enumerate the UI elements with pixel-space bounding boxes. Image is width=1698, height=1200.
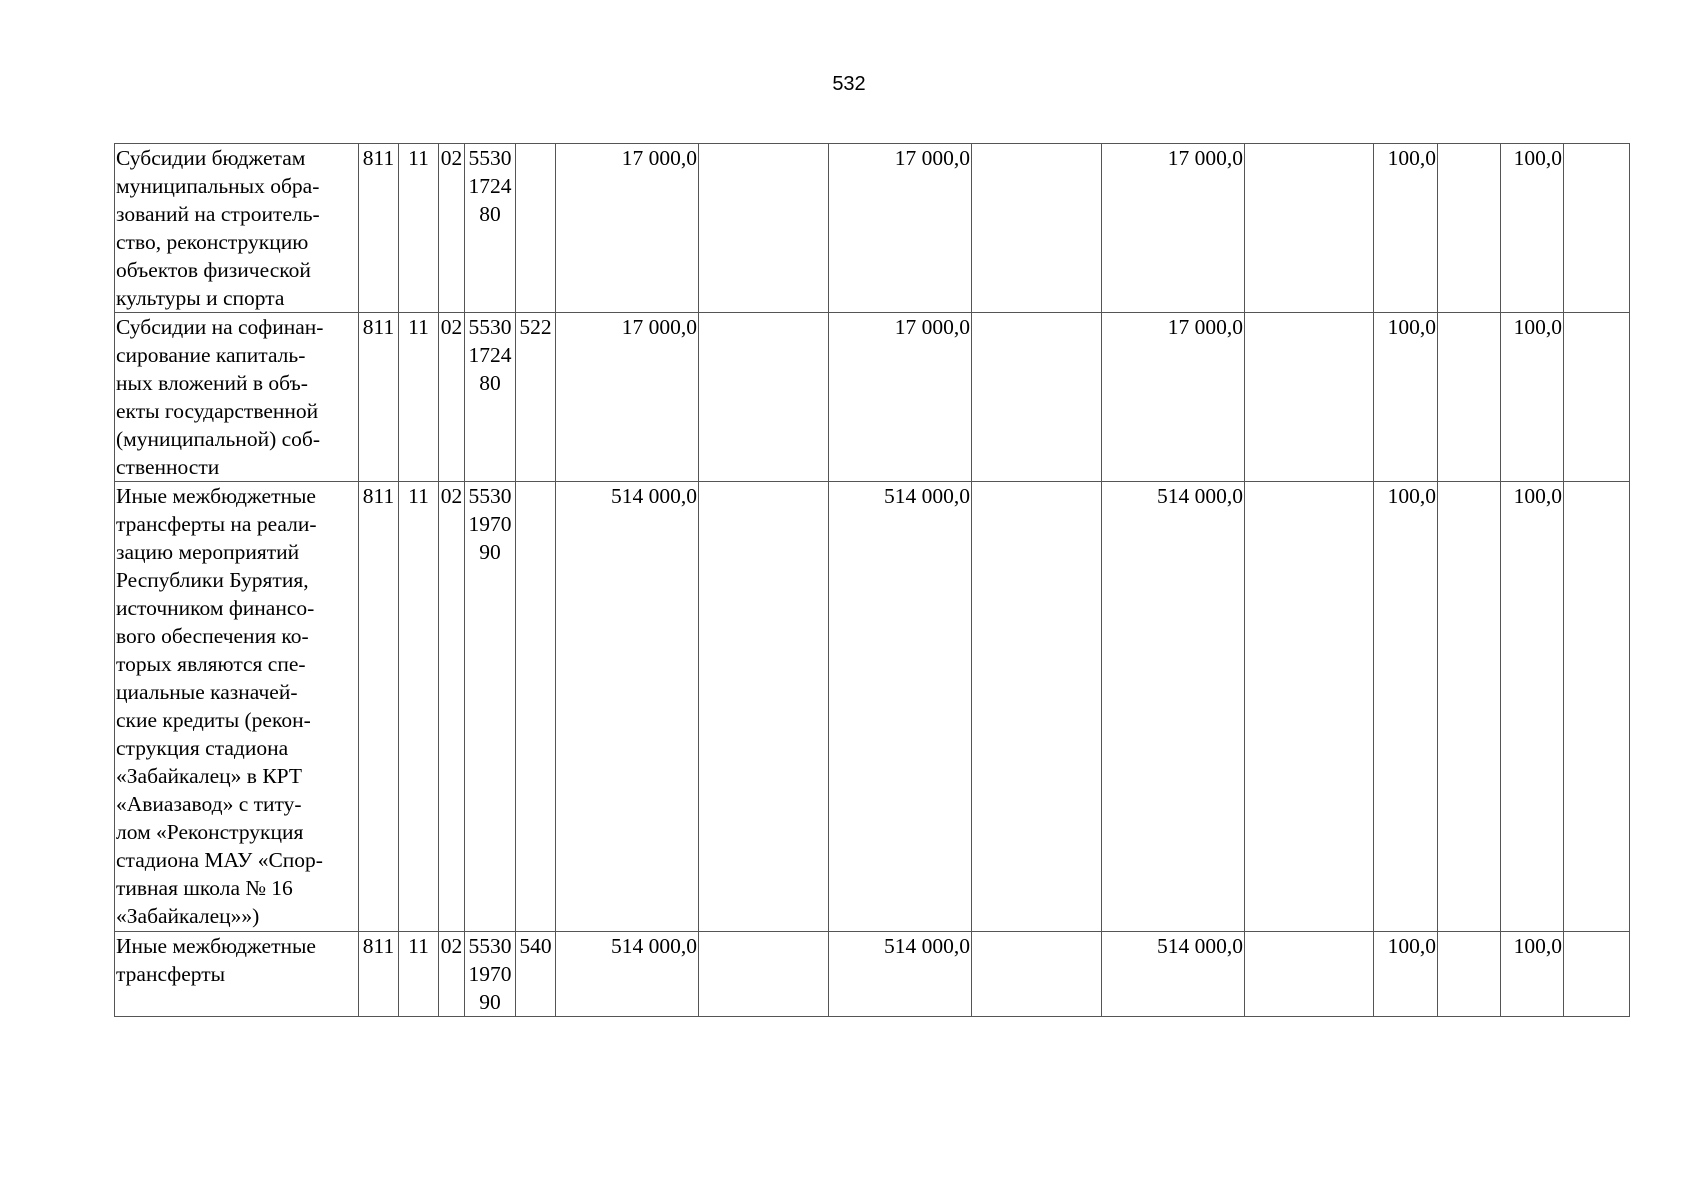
description-line: «Забайкалец»»)	[116, 904, 260, 928]
target-code-line: 1970	[468, 512, 512, 536]
row-description	[115, 313, 359, 482]
row-description	[115, 932, 359, 1017]
target-code-line: 90	[479, 990, 501, 1014]
page-number: 532	[832, 73, 866, 95]
description-line: «Забайкалец» в КРТ	[116, 764, 303, 788]
description-line: зацию мероприятий	[116, 540, 300, 564]
target-code-line: 1724	[468, 174, 512, 198]
description-line: торых являются спе-	[116, 652, 306, 676]
target-code-line: 80	[479, 371, 501, 395]
section-code: 11	[399, 313, 439, 482]
row-description	[115, 482, 359, 932]
table-row	[115, 932, 1630, 1017]
ministry-code: 811	[359, 482, 399, 932]
empty-cell	[1438, 313, 1501, 482]
ministry-code: 811	[359, 144, 399, 313]
target-article-code	[465, 932, 516, 1017]
subsection-code: 02	[439, 144, 465, 313]
empty-cell	[1564, 932, 1630, 1017]
description-line: Субсидии бюджетам	[116, 146, 306, 170]
amount-1: 514 000,0	[556, 932, 699, 1017]
description-line: ские кредиты (рекон-	[116, 708, 311, 732]
amount-2: 17 000,0	[829, 144, 972, 313]
target-code-line: 90	[479, 540, 501, 564]
description-line: источником финансо-	[116, 596, 315, 620]
table-row	[115, 144, 1630, 313]
amount-3: 17 000,0	[1102, 144, 1245, 313]
percent-1: 100,0	[1374, 932, 1438, 1017]
empty-cell	[972, 313, 1102, 482]
empty-cell	[1564, 144, 1630, 313]
budget-table	[114, 143, 1630, 1017]
empty-cell	[1438, 482, 1501, 932]
amount-3: 514 000,0	[1102, 482, 1245, 932]
target-code-line: 5530	[468, 146, 512, 170]
percent-1: 100,0	[1374, 144, 1438, 313]
description-line: зований на строитель-	[116, 202, 320, 226]
table-body	[115, 144, 1630, 1017]
percent-2: 100,0	[1501, 144, 1564, 313]
description-line: Субсидии на софинан-	[116, 315, 324, 339]
empty-cell	[1564, 482, 1630, 932]
empty-cell	[699, 144, 829, 313]
percent-1: 100,0	[1374, 482, 1438, 932]
target-code-line: 1970	[468, 962, 512, 986]
section-code: 11	[399, 932, 439, 1017]
description-line: циальные казначей-	[116, 680, 298, 704]
amount-3: 17 000,0	[1102, 313, 1245, 482]
ministry-code: 811	[359, 932, 399, 1017]
amount-2: 514 000,0	[829, 482, 972, 932]
amount-1: 514 000,0	[556, 482, 699, 932]
empty-cell	[1564, 313, 1630, 482]
target-code-line: 5530	[468, 315, 512, 339]
target-article-code	[465, 313, 516, 482]
row-description	[115, 144, 359, 313]
empty-cell	[972, 482, 1102, 932]
description-line: ных вложений в объ-	[116, 371, 308, 395]
description-line: стадиона МАУ «Спор-	[116, 848, 323, 872]
subsection-code: 02	[439, 482, 465, 932]
percent-1: 100,0	[1374, 313, 1438, 482]
description-line: сирование капиталь-	[116, 343, 306, 367]
description-line: тивная школа № 16	[116, 876, 293, 900]
expense-type-code: 540	[516, 932, 556, 1017]
description-line: трансферты на реали-	[116, 512, 317, 536]
description-line: трансферты	[116, 962, 226, 986]
empty-cell	[1438, 932, 1501, 1017]
empty-cell	[972, 144, 1102, 313]
target-code-line: 80	[479, 202, 501, 226]
target-code-line: 1724	[468, 343, 512, 367]
description-line: ственности	[116, 455, 220, 479]
description-line: Иные межбюджетные	[116, 484, 316, 508]
description-line: Республики Бурятия,	[116, 568, 309, 592]
table-row	[115, 482, 1630, 932]
empty-cell	[699, 482, 829, 932]
percent-2: 100,0	[1501, 313, 1564, 482]
target-code-line: 5530	[468, 934, 512, 958]
description-line: культуры и спорта	[116, 286, 285, 310]
empty-cell	[1245, 482, 1374, 932]
subsection-code: 02	[439, 313, 465, 482]
section-code: 11	[399, 144, 439, 313]
table-row	[115, 313, 1630, 482]
description-line: (муниципальной) соб-	[116, 427, 320, 451]
empty-cell	[1438, 144, 1501, 313]
target-article-code	[465, 144, 516, 313]
description-line: екты государственной	[116, 399, 319, 423]
description-line: муниципальных обра-	[116, 174, 320, 198]
description-line: струкция стадиона	[116, 736, 289, 760]
empty-cell	[699, 313, 829, 482]
empty-cell	[1245, 144, 1374, 313]
amount-1: 17 000,0	[556, 313, 699, 482]
description-line: вого обеспечения ко-	[116, 624, 309, 648]
percent-2: 100,0	[1501, 932, 1564, 1017]
empty-cell	[972, 932, 1102, 1017]
amount-2: 514 000,0	[829, 932, 972, 1017]
ministry-code: 811	[359, 313, 399, 482]
percent-2: 100,0	[1501, 482, 1564, 932]
expense-type-code	[516, 482, 556, 932]
amount-2: 17 000,0	[829, 313, 972, 482]
description-line: Иные межбюджетные	[116, 934, 316, 958]
expense-type-code	[516, 144, 556, 313]
description-line: «Авиазавод» с титу-	[116, 792, 302, 816]
target-code-line: 5530	[468, 484, 512, 508]
target-article-code	[465, 482, 516, 932]
expense-type-code: 522	[516, 313, 556, 482]
description-line: лом «Реконструкция	[116, 820, 304, 844]
description-line: ство, реконструкцию	[116, 230, 309, 254]
empty-cell	[1245, 932, 1374, 1017]
description-line: объектов физической	[116, 258, 311, 282]
amount-1: 17 000,0	[556, 144, 699, 313]
empty-cell	[699, 932, 829, 1017]
section-code: 11	[399, 482, 439, 932]
subsection-code: 02	[439, 932, 465, 1017]
empty-cell	[1245, 313, 1374, 482]
amount-3: 514 000,0	[1102, 932, 1245, 1017]
